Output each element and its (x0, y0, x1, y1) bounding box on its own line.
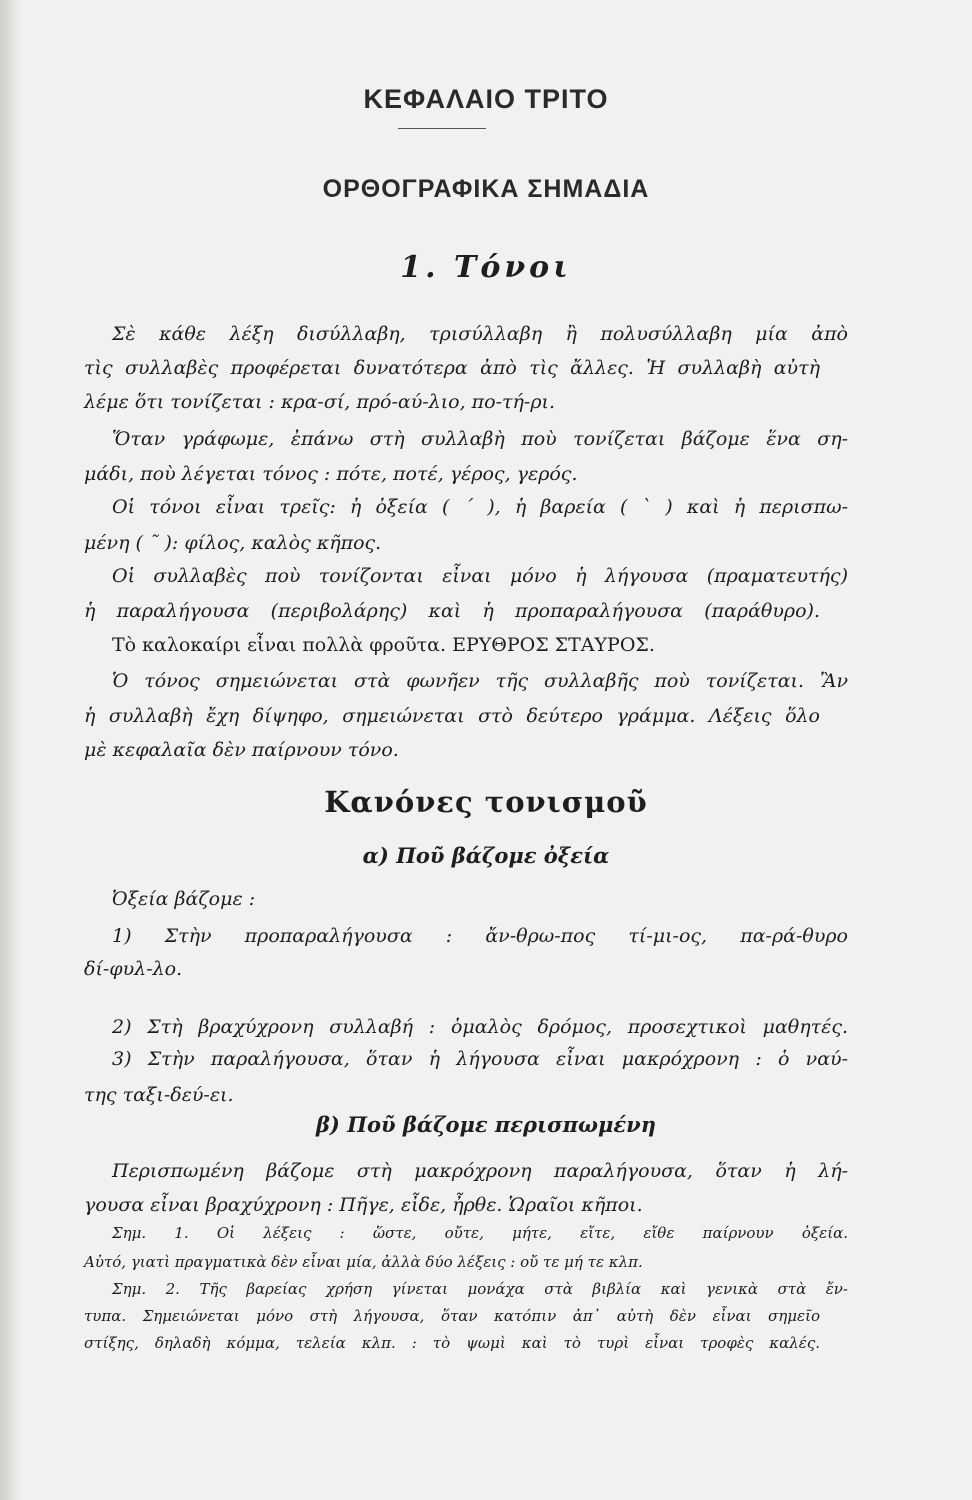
body-line-1: Σὲ κάθε λέξη δισύλλαβη, τρισύλλαβη ἢ πολυσύλλαβη μία ἀπὸ (112, 323, 848, 345)
rule-b-title: β) Ποῦ βάζομε περισπωμένη (315, 1112, 656, 1137)
rule-a-line-5: 3) Στὴν παραλήγουσα, ὅταν ἡ λήγουσα εἶναι μακρόχρονη : ὁ ναύ- (112, 1048, 848, 1070)
note-2-line-1: Σημ. 2. Τῆς βαρείας χρήση γίνεται μονάχα στὰ βιβλία καὶ γενικὰ στὰ ἔν- (112, 1280, 848, 1298)
rule-b-line-2: γουσα εἶναι βραχύχρονη : Πῆγε, εἶδε, ἦρθε. Ὡραῖοι κῆποι. (84, 1194, 643, 1216)
body-line-10: Τὸ καλοκαίρι εἶναι πολλὰ φροῦτα. ΕΡΥΘΡΟΣ ΣΤΑΥΡΟΣ. (112, 634, 655, 656)
note-2-line-2: τυπα. Σημειώνεται μόνο στὴ λήγουσα, ὅταν κατόπιν ἀπ᾽ αὐτὴ δὲν εἶναι σημεῖο (84, 1307, 820, 1325)
body-line-7: μένη ( ῀ ): φίλος, καλὸς κῆπος. (84, 532, 382, 554)
body-line-12: ἡ συλλαβὴ ἔχη δίψηφο, σημειώνεται στὸ δεύτερο γράμμα. Λέξεις ὅλο (84, 705, 820, 727)
rules-title: Κανόνες τονισμοῦ (324, 785, 648, 819)
chapter-title: ΚΕΦΑΛΑΙΟ ΤΡΙΤΟ (363, 84, 609, 114)
body-line-9: ἡ παραλήγουσα (περιβολάρης) καὶ ἡ προπαραλήγουσα (παράθυρο). (84, 600, 820, 622)
body-line-5: μάδι, ποὺ λέγεται τόνος : πότε, ποτέ, γέρος, γερός. (84, 463, 578, 485)
rule-a-line-6: της ταξι-δεύ-ει. (84, 1084, 234, 1106)
rule-a-line-3: δί-φυλ-λο. (84, 958, 183, 980)
subsection-title: 1. Τόνοι (400, 250, 572, 285)
page-edge-shadow (0, 0, 22, 1500)
body-line-4: Ὅταν γράφωμε, ἐπάνω στὴ συλλαβὴ ποὺ τονίζεται βάζομε ἕνα ση- (112, 428, 848, 450)
body-line-8: Οἱ συλλαβὲς ποὺ τονίζονται εἶναι μόνο ἡ λήγουσα (πραματευτής) (112, 565, 848, 587)
body-line-6: Οἱ τόνοι εἶναι τρεῖς: ἡ ὀξεία ( ´ ), ἡ βαρεία ( ` ) καὶ ἡ περισπω- (112, 496, 848, 518)
note-1-line-1: Σημ. 1. Οἱ λέξεις : ὥστε, οὔτε, μήτε, εἴτε, εἴθε παίρνουν ὀξεία. (112, 1224, 848, 1242)
note-1-line-2: Αὐτό, γιατὶ πραγματικὰ δὲν εἶναι μία, ἀλλὰ δύο λέξεις : οὔ τε μή τε κλπ. (84, 1253, 643, 1271)
body-line-3: λέμε ὅτι τονίζεται : κρα-σί, πρό-αύ-λιο, πο-τή-ρι. (84, 391, 556, 413)
rule-a-line-1: Ὀξεία βάζομε : (112, 888, 256, 910)
rule-a-line-2: 1) Στὴν προπαραλήγουσα : ἄν-θρω-πος τί-μι-ος, πα-ρά-θυρο (112, 925, 848, 947)
note-2-line-3: στίξης, δηλαδὴ κόμμα, τελεία κλπ. : τὸ ψωμὶ καὶ τὸ τυρὶ εἶναι τροφὲς καλές. (84, 1334, 820, 1352)
rule-a-title: α) Ποῦ βάζομε ὀξεία (362, 843, 610, 868)
rule-a-line-4: 2) Στὴ βραχύχρονη συλλαβή : ὁμαλὸς δρόμος, προσεχτικοὶ μαθητές. (112, 1016, 848, 1038)
rule-b-line-1: Περισπωμένη βάζομε στὴ μακρόχρονη παραλήγουσα, ὅταν ἡ λή- (112, 1160, 848, 1182)
section-title: ΟΡΘΟΓΡΑΦΙΚΑ ΣΗΜΑΔΙΑ (322, 175, 650, 203)
chapter-title-rule (398, 128, 486, 129)
body-line-11: Ὁ τόνος σημειώνεται στὰ φωνῆεν τῆς συλλαβῆς ποὺ τονίζεται. Ἂν (112, 670, 848, 692)
body-line-2: τὶς συλλαβὲς προφέρεται δυνατότερα ἀπὸ τὶς ἄλλες. Ἡ συλλαβὴ αὐτὴ (84, 357, 820, 379)
body-line-13: μὲ κεφαλαῖα δὲν παίρνουν τόνο. (84, 739, 399, 761)
